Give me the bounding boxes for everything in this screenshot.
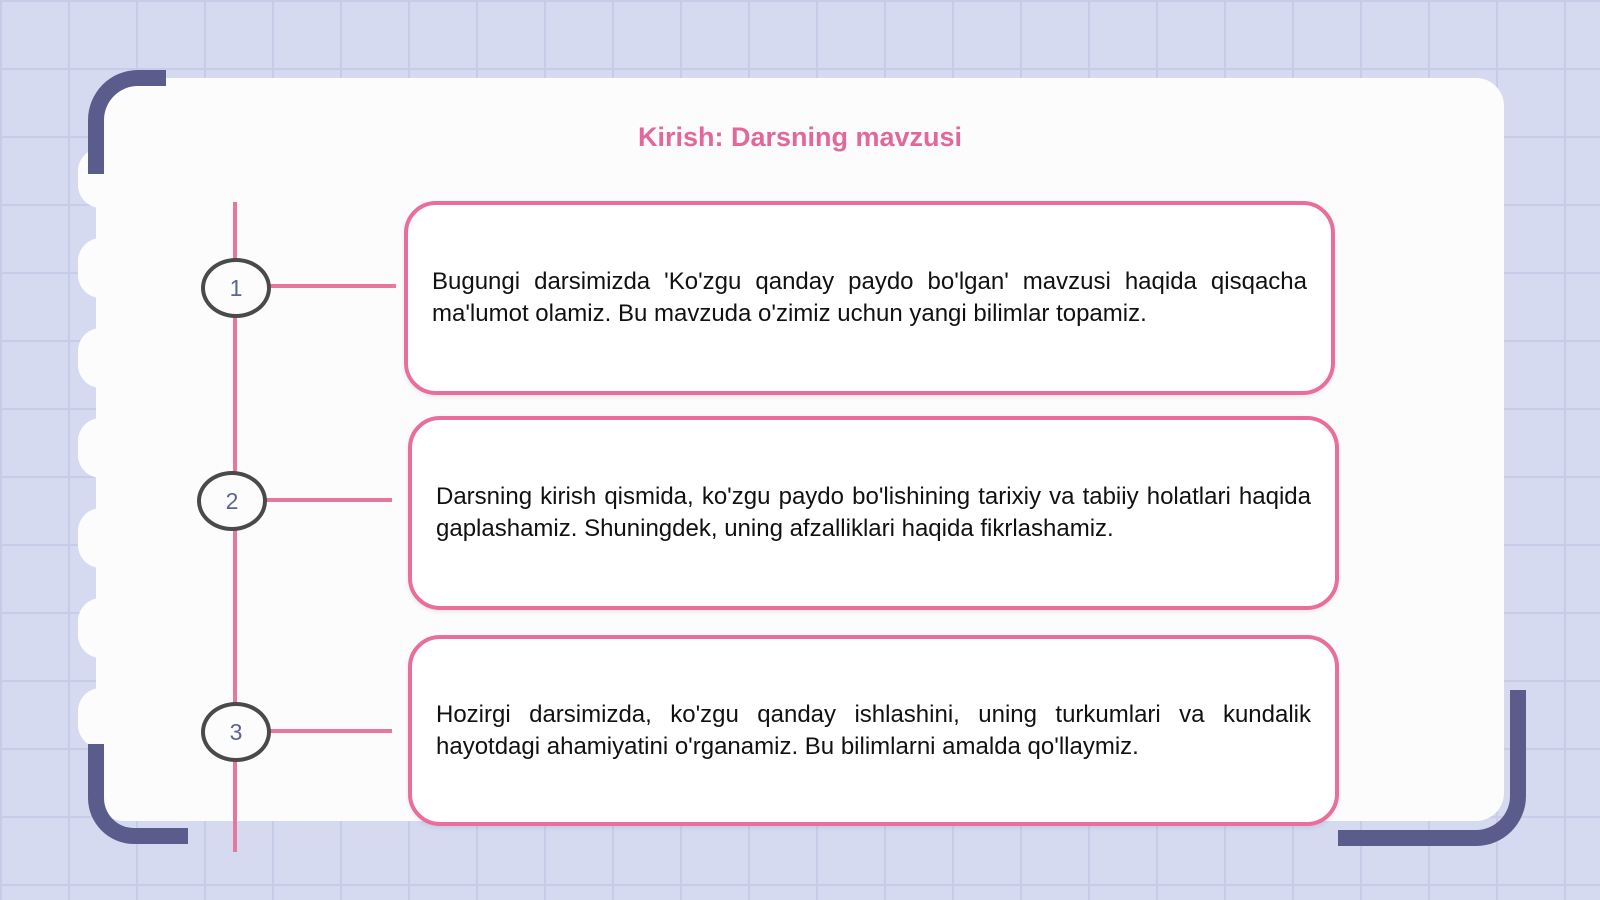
paper-notch [78,328,124,388]
step-connector [262,498,392,502]
paper-notch [78,508,124,568]
step-text: Hozirgi darsimizda, ko'zgu qanday ishlashini, uning turkumlari va kundalik hayotdagi ahamiyatini o'rganamiz. Bu bilimlarni amalda qo'llaymiz. [436,700,1311,760]
corner-bracket-bottom-left [88,744,188,844]
step-card [408,416,1339,610]
paper-notch [78,688,124,748]
paper-notch [78,238,124,298]
paper-notch [78,418,124,478]
step-connector [266,284,396,288]
step-text: Darsning kirish qismida, ko'zgu paydo bo'lishining tarixiy va tabiiy holatlari haqida gaplashamiz. Shuningdek, uning afzalliklari haqida fikrlashamiz. [436,483,1311,542]
step-card [408,635,1339,826]
corner-bracket-bottom-right [1338,690,1526,846]
step-text: Bugungi darsimizda 'Ko'zgu qanday paydo bo'lgan' mavzusi haqida qisqacha ma'lumot olamiz. Bu mavzuda o'zimiz uchun yangi bilimlar topamiz. [432,268,1307,327]
paper-notch [78,598,124,658]
step-connector [266,729,392,733]
step-card [404,201,1335,395]
step-number-badge: 1 [201,258,271,318]
slide-title: Kirish: Darsning mavzusi [637,122,963,152]
step-number-badge: 3 [201,702,271,762]
step-number-badge: 2 [197,471,267,531]
